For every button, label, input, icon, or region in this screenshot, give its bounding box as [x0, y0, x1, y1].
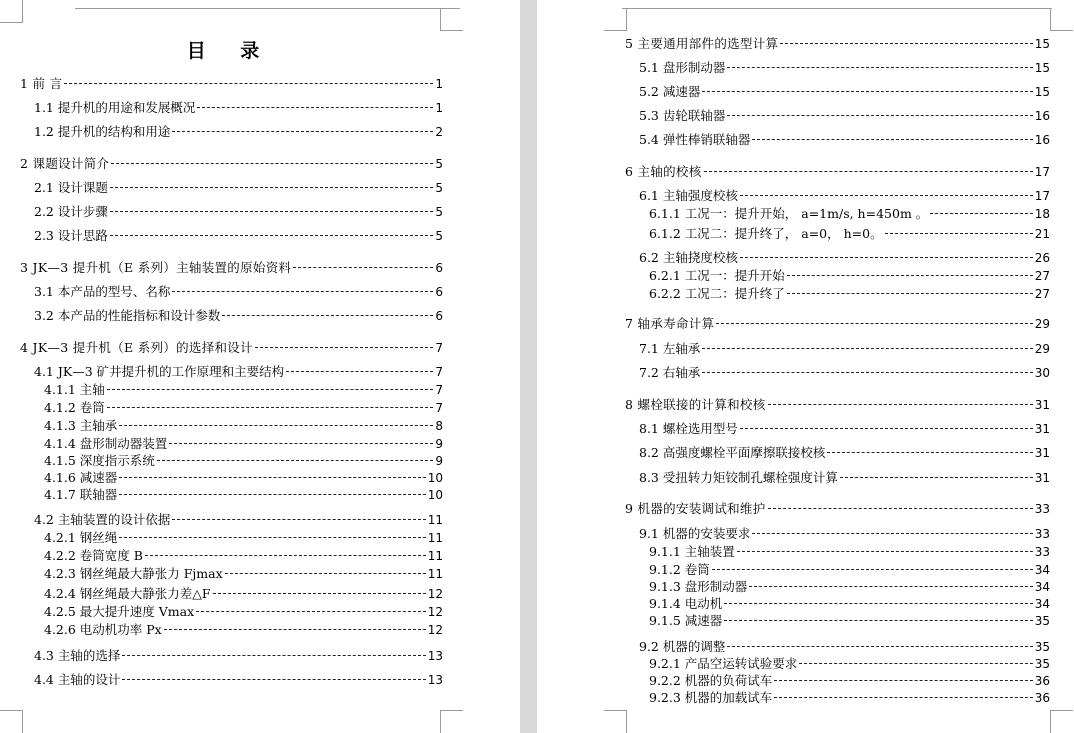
toc-entry-title: 7 轴承寿命计算 — [625, 316, 715, 331]
toc-entry[interactable] — [625, 316, 1050, 332]
toc-entry[interactable] — [625, 164, 1050, 180]
toc-entry[interactable] — [44, 604, 443, 620]
toc-entry[interactable] — [639, 250, 1050, 266]
dot-leader — [225, 573, 426, 574]
toc-entry-page: 17 — [1034, 189, 1050, 203]
dot-leader — [780, 43, 1032, 44]
toc-entry-page: 6 — [435, 309, 443, 323]
toc-entry[interactable] — [44, 453, 443, 469]
toc-entry-title: 4.1.3 主轴承 — [44, 418, 118, 433]
toc-entry-page: 1 — [435, 77, 443, 91]
dot-leader — [213, 593, 426, 594]
toc-entry-page: 11 — [427, 513, 443, 527]
toc-entry-title: 3.1 本产品的型号、名称 — [34, 284, 171, 299]
toc-entry-page: 27 — [1034, 287, 1050, 301]
toc-entry-title: 2.2 设计步骤 — [34, 204, 108, 219]
toc-entry-page: 31 — [1034, 471, 1050, 485]
toc-entry[interactable] — [34, 180, 443, 196]
toc-entry-title: 9.1 机器的安装要求 — [639, 526, 751, 541]
toc-entry-title: 4.1.4 盘形制动器装置 — [44, 436, 168, 451]
dot-leader — [172, 131, 433, 132]
toc-entry-page: 7 — [435, 383, 443, 397]
toc-entry-page: 12 — [427, 623, 443, 637]
dot-leader — [169, 443, 433, 444]
toc-entry-title: 5 主要通用部件的选型计算 — [625, 36, 779, 51]
crop-mark-bottom-left — [0, 710, 23, 733]
toc-entry[interactable] — [639, 188, 1050, 204]
dot-leader — [110, 211, 434, 212]
dot-leader — [145, 555, 426, 556]
dot-leader — [157, 460, 434, 461]
dot-leader — [724, 603, 1032, 604]
dot-leader — [293, 267, 433, 268]
toc-entry-page: 13 — [427, 649, 443, 663]
toc-entry[interactable] — [44, 487, 443, 503]
dot-leader — [712, 569, 1033, 570]
dot-leader — [164, 629, 426, 630]
dot-leader — [197, 107, 433, 108]
toc-entry[interactable] — [639, 421, 1050, 437]
toc-entry[interactable] — [639, 639, 1050, 655]
toc-entry[interactable] — [44, 530, 443, 546]
toc-entry-page: 7 — [435, 365, 443, 379]
toc-entry-page: 35 — [1034, 657, 1050, 671]
crop-mark-top-left — [0, 0, 23, 23]
dot-leader — [196, 611, 426, 612]
toc-entry[interactable] — [649, 286, 1050, 302]
dot-leader — [727, 646, 1032, 647]
toc-entry[interactable] — [649, 544, 1050, 560]
toc-entry[interactable] — [34, 204, 443, 220]
dot-leader — [255, 347, 433, 348]
dot-leader — [119, 494, 425, 495]
toc-entry-title: 9.2 机器的调整 — [639, 639, 726, 654]
toc-entry-title: 9.1.4 电动机 — [649, 596, 723, 611]
dot-leader — [222, 315, 433, 316]
toc-entry-page: 15 — [1034, 85, 1050, 99]
toc-entry-title: 2.3 设计思路 — [34, 228, 108, 243]
toc-entry-title: 6.1 主轴强度校核 — [639, 188, 738, 203]
toc-entry-page: 11 — [427, 549, 443, 563]
dot-leader — [119, 477, 425, 478]
toc-entry-page: 7 — [435, 341, 443, 355]
toc-entry-title: 4.2.6 电动机功率 Px — [44, 622, 162, 637]
dot-leader — [122, 655, 425, 656]
toc-entry-page: 29 — [1034, 317, 1050, 331]
toc-entry-title: 8 螺栓联接的计算和校核 — [625, 397, 766, 412]
toc-entry[interactable] — [649, 562, 1050, 578]
toc-entry[interactable] — [639, 341, 1050, 357]
toc-entry-page: 2 — [435, 125, 443, 139]
toc-entry[interactable] — [649, 673, 1050, 689]
toc-entry-page: 5 — [435, 229, 443, 243]
dot-leader — [885, 233, 1033, 234]
toc-entry-title: 4.4 主轴的设计 — [34, 672, 121, 687]
dot-leader — [740, 428, 1033, 429]
toc-entry-page: 35 — [1034, 614, 1050, 628]
dot-leader — [737, 551, 1033, 552]
toc-entry-page: 13 — [427, 673, 443, 687]
toc-entry-page: 33 — [1034, 502, 1050, 516]
dot-leader — [122, 679, 425, 680]
toc-entry-page: 8 — [435, 419, 443, 433]
toc-entry-title: 6.2.1 工况一：提升开始 — [649, 268, 785, 283]
toc-entry[interactable] — [44, 418, 443, 434]
toc-entry-page: 16 — [1034, 133, 1050, 147]
toc-entry[interactable] — [649, 613, 1050, 629]
toc-entry-title: 5.1 盘形制动器 — [639, 60, 726, 75]
toc-entry-page: 31 — [1034, 446, 1050, 460]
dot-leader — [286, 371, 433, 372]
toc-entry-title: 4.2.2 卷筒宽度 B — [44, 548, 143, 563]
toc-entry[interactable] — [649, 596, 1050, 612]
toc-entry[interactable] — [34, 512, 443, 528]
toc-entry-title: 4.2.3 钢丝绳最大静张力 Fjmax — [44, 566, 223, 581]
toc-entry[interactable] — [649, 226, 1050, 242]
toc-entry-page: 9 — [435, 437, 443, 451]
toc-entry[interactable] — [34, 284, 443, 300]
toc-entry[interactable] — [649, 268, 1050, 284]
toc-entry[interactable] — [639, 526, 1050, 542]
toc-entry-page: 29 — [1034, 342, 1050, 356]
toc-entry[interactable] — [639, 84, 1050, 100]
header-rule — [622, 8, 1052, 9]
toc-entry-title: 6.2.2 工况二：提升终了 — [649, 286, 785, 301]
toc-entry-page: 11 — [427, 567, 443, 581]
dot-leader — [799, 663, 1032, 664]
toc-entry-page: 12 — [427, 605, 443, 619]
toc-entry-page: 5 — [435, 157, 443, 171]
toc-entry-title: 6.1.1 工况一：提升开始， a=1m/s, h=450m 。 — [649, 206, 929, 221]
crop-mark-top-right — [440, 8, 463, 31]
dot-leader — [172, 519, 425, 520]
toc-entry-page: 7 — [435, 401, 443, 415]
toc-entry-page: 11 — [427, 531, 443, 545]
toc-title: 目 录 — [186, 40, 274, 62]
toc-entry-title: 8.2 高强度螺栓平面摩擦联接校核 — [639, 445, 826, 460]
dot-leader — [64, 83, 433, 84]
dot-leader — [774, 697, 1032, 698]
crop-mark-top-left — [604, 8, 627, 31]
toc-entry-title: 2.1 设计课题 — [34, 180, 108, 195]
dot-leader — [119, 537, 425, 538]
toc-entry-title: 9.1.5 减速器 — [649, 613, 723, 628]
dot-leader — [107, 389, 434, 390]
toc-entry[interactable] — [34, 364, 443, 380]
toc-entry-page: 1 — [435, 101, 443, 115]
toc-entry[interactable] — [44, 400, 443, 416]
toc-entry[interactable] — [44, 548, 443, 564]
toc-entry-title: 6.2 主轴挠度校核 — [639, 250, 738, 265]
toc-entry-title: 4.1.7 联轴器 — [44, 487, 118, 502]
toc-entry-title: 4.1.5 深度指示系统 — [44, 453, 155, 468]
toc-entry-title: 9.2.1 产品空运转试验要求 — [649, 656, 798, 671]
toc-entry-title: 8.3 受扭转力矩铰制孔螺栓强度计算 — [639, 470, 838, 485]
toc-entry-title: 4 JK—3 提升机（E 系列）的选择和设计 — [20, 340, 253, 355]
dot-leader — [827, 452, 1032, 453]
toc-entry-title: 6.1.2 工况二：提升终了， a=0， h=0。 — [649, 226, 883, 241]
toc-entry-title: 9.1.2 卷筒 — [649, 562, 710, 577]
toc-entry-page: 35 — [1034, 640, 1050, 654]
toc-entry-page: 5 — [435, 205, 443, 219]
toc-entry-title: 1.2 提升机的结构和用途 — [34, 124, 171, 139]
dot-leader — [840, 477, 1033, 478]
dot-leader — [752, 533, 1032, 534]
dot-leader — [787, 293, 1033, 294]
toc-entry-page: 15 — [1034, 61, 1050, 75]
toc-entry[interactable] — [625, 36, 1050, 52]
crop-mark-bottom-right — [440, 710, 463, 733]
header-rule — [75, 8, 460, 9]
toc-entry[interactable] — [34, 228, 443, 244]
toc-entry[interactable] — [34, 100, 443, 116]
toc-entry[interactable] — [20, 260, 443, 276]
toc-entry-title: 4.1 JK—3 矿井提升机的工作原理和主要结构 — [34, 364, 285, 379]
toc-entry-title: 4.1.1 主轴 — [44, 382, 105, 397]
toc-entry-title: 2 课题设计简介 — [20, 156, 110, 171]
toc-entry-page: 33 — [1034, 527, 1050, 541]
toc-entry-title: 4.2.1 钢丝绳 — [44, 530, 118, 545]
toc-entry-page: 5 — [435, 181, 443, 195]
toc-entry-title: 9.2.2 机器的负荷试车 — [649, 673, 773, 688]
toc-entry-page: 15 — [1034, 37, 1050, 51]
crop-mark-bottom-right — [1050, 710, 1073, 733]
toc-entry-page: 6 — [435, 261, 443, 275]
dot-leader — [107, 407, 434, 408]
dot-leader — [930, 213, 1032, 214]
toc-entry[interactable] — [44, 622, 443, 638]
dot-leader — [110, 235, 434, 236]
toc-entry-title: 1.1 提升机的用途和发展概况 — [34, 100, 196, 115]
toc-entry-title: 5.2 减速器 — [639, 84, 701, 99]
toc-entry[interactable] — [44, 382, 443, 398]
toc-entry-page: 31 — [1034, 422, 1050, 436]
toc-entry[interactable] — [649, 656, 1050, 672]
toc-entry[interactable] — [639, 470, 1050, 486]
toc-entry[interactable] — [625, 397, 1050, 413]
toc-entry[interactable] — [649, 690, 1050, 706]
toc-entry-page: 34 — [1034, 563, 1050, 577]
toc-entry-title: 4.2.4 钢丝绳最大静张力差△F — [44, 586, 211, 601]
toc-entry-page: 33 — [1034, 545, 1050, 559]
toc-entry-page: 36 — [1034, 674, 1050, 688]
toc-page-left — [0, 0, 520, 733]
toc-entry-page: 10 — [427, 488, 443, 502]
dot-leader — [752, 139, 1032, 140]
toc-entry-page: 27 — [1034, 269, 1050, 283]
toc-entry-title: 5.3 齿轮联轴器 — [639, 108, 726, 123]
toc-entry[interactable] — [34, 124, 443, 140]
dot-leader — [749, 586, 1032, 587]
toc-entry-title: 4.3 主轴的选择 — [34, 648, 121, 663]
toc-entry[interactable] — [625, 501, 1050, 517]
toc-entry-page: 34 — [1034, 597, 1050, 611]
toc-entry[interactable] — [639, 445, 1050, 461]
dot-leader — [702, 91, 1032, 92]
toc-entry-page: 9 — [435, 454, 443, 468]
toc-entry[interactable] — [44, 586, 443, 602]
toc-entry[interactable] — [20, 156, 443, 172]
toc-entry-title: 9 机器的安装调试和维护 — [625, 501, 766, 516]
toc-entry-title: 9.2.3 机器的加载试车 — [649, 690, 773, 705]
toc-entry-title: 8.1 螺栓选用型号 — [639, 421, 738, 436]
dot-leader — [702, 348, 1032, 349]
toc-entry-title: 4.1.2 卷筒 — [44, 400, 105, 415]
toc-entry-title: 5.4 弹性棒销联轴器 — [639, 132, 751, 147]
dot-leader — [702, 372, 1032, 373]
toc-entry-title: 3 JK—3 提升机（E 系列）主轴装置的原始资料 — [20, 260, 292, 275]
toc-entry[interactable] — [44, 566, 443, 582]
toc-entry-page: 34 — [1034, 580, 1050, 594]
toc-page-right — [537, 0, 1074, 733]
toc-entry[interactable] — [34, 308, 443, 324]
toc-entry-title: 4.2.5 最大提升速度 Vmax — [44, 604, 195, 619]
dot-leader — [727, 67, 1032, 68]
dot-leader — [740, 195, 1033, 196]
dot-leader — [704, 171, 1033, 172]
toc-entry-title: 1 前 言 — [20, 76, 63, 91]
dot-leader — [740, 257, 1033, 258]
toc-entry[interactable] — [44, 470, 443, 486]
toc-entry-title: 9.1.1 主轴装置 — [649, 544, 735, 559]
toc-entry-page: 30 — [1034, 366, 1050, 380]
toc-entry[interactable] — [34, 672, 443, 688]
toc-entry[interactable] — [44, 436, 443, 452]
crop-mark-top-right — [1050, 8, 1073, 31]
toc-entry-title: 4.2 主轴装置的设计依据 — [34, 512, 171, 527]
toc-entry-page: 17 — [1034, 165, 1050, 179]
toc-entry-page: 16 — [1034, 109, 1050, 123]
toc-entry-title: 9.1.3 盘形制动器 — [649, 579, 748, 594]
toc-entry-title: 6 主轴的校核 — [625, 164, 702, 179]
toc-entry-page: 31 — [1034, 398, 1050, 412]
toc-entry-page: 18 — [1034, 207, 1050, 221]
toc-entry[interactable] — [639, 365, 1050, 381]
dot-leader — [768, 508, 1033, 509]
toc-entry-title: 7.1 左轴承 — [639, 341, 701, 356]
toc-entry[interactable] — [649, 579, 1050, 595]
dot-leader — [111, 163, 433, 164]
toc-entry-page: 10 — [427, 471, 443, 485]
toc-entry[interactable] — [649, 206, 1050, 222]
dot-leader — [787, 275, 1033, 276]
toc-entry[interactable] — [639, 108, 1050, 124]
toc-entry[interactable] — [20, 340, 443, 356]
page-gutter — [520, 0, 537, 733]
dot-leader — [716, 323, 1032, 324]
toc-entry-page: 6 — [435, 285, 443, 299]
toc-entry-title: 4.1.6 减速器 — [44, 470, 118, 485]
toc-entry-title: 3.2 本产品的性能指标和设计参数 — [34, 308, 221, 323]
toc-entry-page: 26 — [1034, 251, 1050, 265]
toc-entry-title: 7.2 右轴承 — [639, 365, 701, 380]
dot-leader — [172, 291, 433, 292]
toc-entry-page: 36 — [1034, 691, 1050, 705]
dot-leader — [774, 680, 1032, 681]
toc-entry[interactable] — [34, 648, 443, 664]
crop-mark-bottom-left — [604, 710, 627, 733]
toc-entry-page: 21 — [1034, 227, 1050, 241]
toc-entry[interactable] — [20, 76, 443, 92]
toc-entry[interactable] — [639, 132, 1050, 148]
dot-leader — [110, 187, 434, 188]
toc-entry-page: 12 — [427, 587, 443, 601]
toc-entry[interactable] — [639, 60, 1050, 76]
dot-leader — [727, 115, 1032, 116]
dot-leader — [119, 425, 433, 426]
dot-leader — [768, 404, 1033, 405]
dot-leader — [724, 620, 1032, 621]
